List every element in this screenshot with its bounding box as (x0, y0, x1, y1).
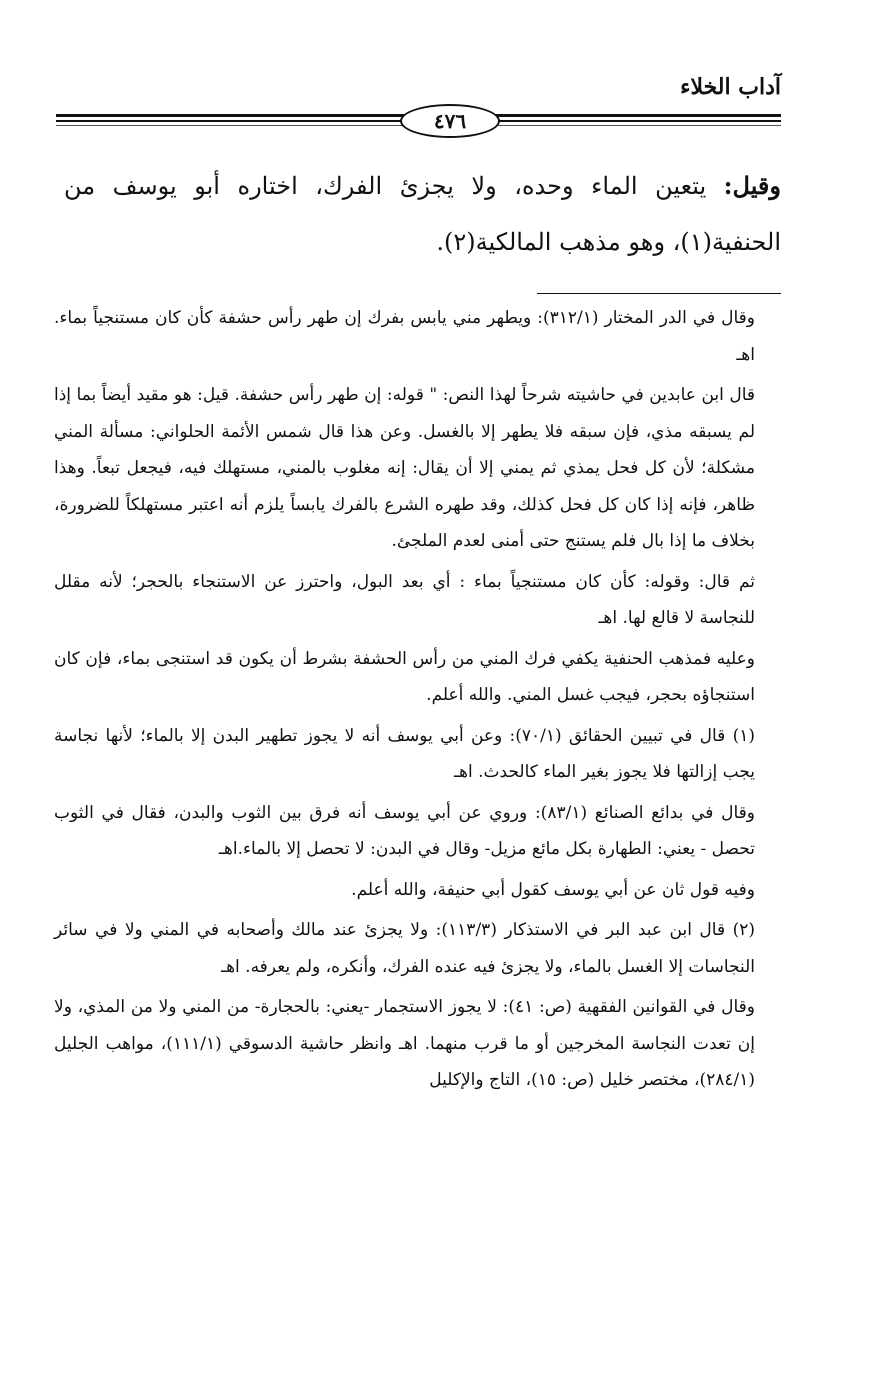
running-header-title: آداب الخلاء (680, 74, 781, 100)
page-number: ٤٧٦ (400, 104, 500, 138)
footnote-2: (٢) قال ابن عبد البر في الاستذكار (١١٣/٣): ولا يجزئ عند مالك وأصحابه في المني ولا في سائر النجاسات إلا الغسل بالماء، ولا يجزئ فيه عنده الفرك، وأنكره، ولم يعرفه. اهـ (54, 920, 755, 977)
footnote-paragraph: وقال في القوانين الفقهية (ص: ٤١): لا يجوز الاستجمار -يعني: بالحجارة- من المني ولا من المذي، ولا إن تعدت النجاسة المخرجين أو ما قرب منهما. اهـ وانظر حاشية الدسوقي (١١١/١)، مواهب الجليل (٢٨٤/١)، مختصر خليل (ص: ١٥)، التاج والإكليل (54, 997, 755, 1090)
footnote-paragraph: وقال في بدائع الصنائع (٨٣/١): وروي عن أبي يوسف أنه فرق بين الثوب والبدن، فقال في الثوب تحصل - يعني: الطهارة بكل مائع مزيل- وقال في البدن: لا تحصل إلا بالماء.اهـ (54, 802, 755, 859)
main-lead: وقيل: (723, 171, 781, 200)
footnote-paragraph: وعليه فمذهب الحنفية يكفي فرك المني من رأس الحشفة بشرط أن يكون قد استنجى بماء، فإن كان استنجاؤه بحجر، فيجب غسل المني. والله أعلم. (54, 648, 755, 705)
footnote-paragraph: وفيه قول ثان عن أبي يوسف كقول أبي حنيفة، والله أعلم. (351, 879, 755, 900)
main-text (64, 158, 781, 270)
footnotes (54, 300, 781, 1103)
footnote-paragraph: ثم قال: وقوله: كأن كان مستنجياً بماء : أي بعد البول، واحترز عن الاستنجاء بالحجر؛ لأنه مقلل للنجاسة لا قالع لها. اهـ (54, 571, 755, 628)
main-body: يتعين الماء وحده، ولا يجزئ الفرك، اختاره أبو يوسف من الحنفية(١)، وهو مذهب المالكية(٢). (64, 172, 781, 256)
footnote-1: (١) قال في تبيين الحقائق (٧٠/١): وعن أبي يوسف أنه لا يجوز تطهير البدن إلا بالماء؛ لأنها نجاسة يجب إزالتها فلا يجوز بغير الماء كالحدث. اهـ (54, 725, 755, 782)
footnote-paragraph: وقال في الدر المختار (٣١٢/١): ويطهر مني يابس بفرك إن طهر رأس حشفة كأن كان مستنجياً بماء. اهـ (54, 308, 755, 365)
footnote-separator (537, 293, 781, 294)
footnote-paragraph: قال ابن عابدين في حاشيته شرحاً لهذا النص: " قوله: إن طهر رأس حشفة. قيل: هو مقيد أيضاً بما إذا لم يسبقه مذي، فإن سبقه فلا يطهر إلا بالغسل. وعن هذا قال شمس الأئمة الحلواني: مسألة المني مشكلة؛ لأن كل فحل يمذي ثم يمني إلا أن يقال: إنه مغلوب بالمني، مستهلك فيه، فيجعل تبعاً. وهذا ظاهر، فإنه إذا كان كل فحل كذلك، وقد طهره الشرع بالفرك يابساً يلزم أنه اعتبر مستهلكاً للضرورة، بخلاف ما إذا بال فلم يستنج حتى أمنى لعدم الملجئ. (54, 385, 755, 551)
